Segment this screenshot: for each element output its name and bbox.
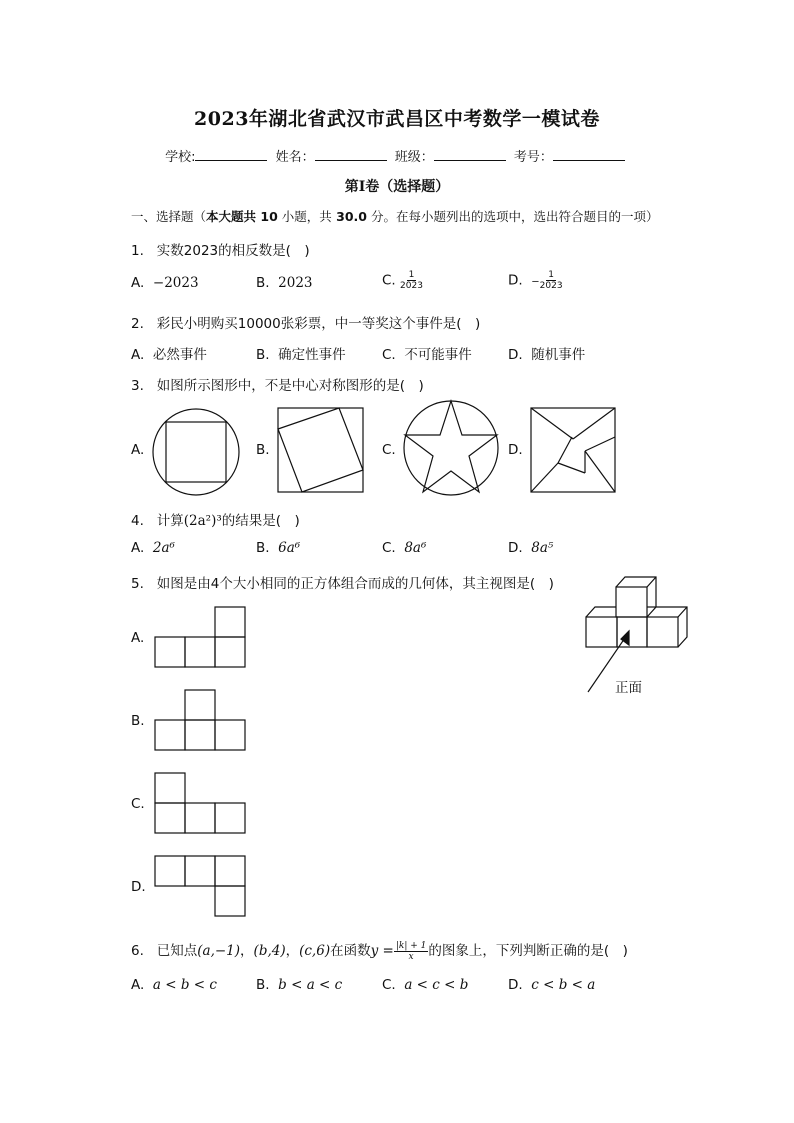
q1-option-c[interactable] xyxy=(382,270,423,291)
q5d-cell xyxy=(155,856,185,886)
part-prefix: 一、选择题（ xyxy=(131,209,207,224)
q6-func-fraction xyxy=(394,941,429,962)
q4-post: 的结果是( ) xyxy=(221,513,300,529)
q5-option-c[interactable]: C. xyxy=(131,796,145,812)
question-6 xyxy=(131,939,628,962)
q3-figure-d xyxy=(530,407,616,493)
q5-top-cube-front xyxy=(616,587,647,617)
q5-view-c xyxy=(154,772,246,834)
q5-option-a[interactable]: A. xyxy=(131,630,145,646)
q1-d-label: D. xyxy=(508,272,523,289)
q4-expression: (2a²)³ xyxy=(183,513,222,529)
q1-a-value: −2023 xyxy=(152,275,199,291)
q4-option-d[interactable] xyxy=(508,540,553,556)
q6-mid: 在函数 xyxy=(330,943,371,959)
q1-d-fraction xyxy=(540,270,563,291)
q5-view-b xyxy=(154,689,246,751)
q1-text: 实数2023的相反数是( ) xyxy=(156,243,310,259)
q6-a-label: A. xyxy=(131,977,145,993)
class-label: 班级： xyxy=(394,150,434,165)
q1-a-label: A. xyxy=(131,275,145,291)
q1-b-label: B. xyxy=(256,275,270,291)
q6-number: 6. xyxy=(131,943,144,959)
q4-b-value: 6a⁶ xyxy=(278,540,301,556)
q5-view-a xyxy=(154,606,246,668)
q2-a-label: A. xyxy=(131,347,145,363)
name-label: 姓名： xyxy=(275,150,315,165)
q5-number: 5. xyxy=(131,576,144,592)
q2-d-label: D. xyxy=(508,347,523,363)
number-blank[interactable] xyxy=(553,148,625,161)
q3c-circle xyxy=(404,401,498,495)
q6-point-1: (a,−1) xyxy=(197,943,241,959)
q5-right-cube-edge xyxy=(678,607,687,617)
q2-d-value: 随机事件 xyxy=(531,347,586,363)
q1-d-minus: − xyxy=(531,276,540,288)
q6-b-label: B. xyxy=(256,977,270,993)
question-4 xyxy=(131,509,300,529)
q3-figure-b xyxy=(277,407,365,493)
q6-func-num: |k| + 1 xyxy=(395,940,427,951)
q3d-blade-4 xyxy=(558,437,572,463)
part-instructions xyxy=(131,207,659,225)
q3-text: 如图所示图形中，不是中心对称图形的是( ) xyxy=(156,378,424,394)
q4-d-value: 8a⁵ xyxy=(531,540,554,556)
q5-top-cube-edge xyxy=(647,577,656,587)
q6-a-value: a < b < c xyxy=(152,977,217,993)
q5-left-cube-top xyxy=(586,607,616,617)
q5-cube-front-3 xyxy=(647,617,678,647)
q5c-cell xyxy=(155,803,185,833)
q1-c-fraction xyxy=(400,270,423,291)
q6-func-lhs: y = xyxy=(370,943,394,959)
q2-option-c[interactable] xyxy=(382,343,472,363)
q5d-cell xyxy=(215,856,245,886)
part-count: 10 xyxy=(260,209,278,224)
q1-b-value: 2023 xyxy=(278,275,313,291)
q5-view-d xyxy=(154,855,246,917)
q5-text: 如图是由4个大小相同的正方体组合而成的几何体，其主视图是( ) xyxy=(156,576,554,592)
q4-pre: 计算 xyxy=(156,513,184,529)
q1-d-num: 1 xyxy=(548,270,554,280)
q1-option-d[interactable] xyxy=(508,270,563,291)
q5d-cell xyxy=(215,886,245,916)
q6-post: 的图象上，下列判断正确的是( ) xyxy=(428,943,628,959)
q1-option-b[interactable] xyxy=(256,275,313,291)
q6-pre: 已知点 xyxy=(156,943,198,959)
q1-option-a[interactable] xyxy=(131,275,199,291)
q3b-outer-square xyxy=(278,408,363,492)
q5c-cell xyxy=(185,803,215,833)
q2-option-b[interactable] xyxy=(256,343,346,363)
q2-b-value: 确定性事件 xyxy=(278,347,346,363)
q2-c-value: 不可能事件 xyxy=(404,347,472,363)
q5c-cell xyxy=(155,773,185,803)
q1-c-num: 1 xyxy=(408,270,415,280)
q4-a-value: 2a⁶ xyxy=(152,540,175,556)
q1-c-label: C. xyxy=(382,272,396,289)
q6-option-b[interactable] xyxy=(256,977,342,993)
q5b-cell xyxy=(185,690,215,720)
q6-b-value: b < a < c xyxy=(278,977,343,993)
q2-a-value: 必然事件 xyxy=(152,347,207,363)
q5-option-d[interactable]: D. xyxy=(131,879,146,895)
q3d-blade-7 xyxy=(558,463,585,473)
q4-option-a[interactable] xyxy=(131,540,175,556)
question-5 xyxy=(131,572,554,592)
q1-number: 1. xyxy=(131,243,144,259)
q6-point-2: (b,4) xyxy=(253,943,286,959)
q5-front-label: 正面 xyxy=(615,680,642,696)
q2-text: 彩民小明购买10000张彩票，中一等奖这个事件是( ) xyxy=(156,316,481,332)
part-bold1: 本大题共 xyxy=(206,209,257,224)
q5b-cell xyxy=(185,720,215,750)
question-1 xyxy=(131,239,310,259)
q3c-star xyxy=(405,401,497,492)
q6-c-value: a < c < b xyxy=(404,977,469,993)
number-label: 考号： xyxy=(513,150,553,165)
q5a-cell xyxy=(185,637,215,667)
q4-a-label: A. xyxy=(131,540,145,556)
q1-d-den: 2023 xyxy=(539,281,563,291)
q6-d-value: c < b < a xyxy=(531,977,596,993)
q2-option-a[interactable] xyxy=(131,343,207,363)
q6-point-3: (c,6) xyxy=(299,943,331,959)
q3-option-d[interactable]: D. xyxy=(508,442,523,458)
q5b-cell xyxy=(215,720,245,750)
q5a-cell xyxy=(155,637,185,667)
school-label: 学校: xyxy=(165,150,196,165)
q6-sep-2: ， xyxy=(285,943,300,959)
q3d-blade-6 xyxy=(585,437,615,451)
q6-option-d[interactable] xyxy=(508,977,595,993)
q3d-square xyxy=(531,408,615,492)
q4-number: 4. xyxy=(131,513,144,529)
q3-option-b[interactable]: B. xyxy=(256,442,270,458)
q6-d-label: D. xyxy=(508,977,523,993)
section-heading: 第I卷（选择题） xyxy=(344,179,450,195)
q5a-cell xyxy=(215,637,245,667)
q6-sep-1: ， xyxy=(240,943,254,959)
q3b-inner-square xyxy=(278,408,363,492)
part-mid: 小题，共 xyxy=(281,209,332,224)
q3-number: 3. xyxy=(131,378,144,394)
school-blank[interactable] xyxy=(195,148,267,161)
part-suffix: 分。在每小题列出的选项中，选出符合题目的一项） xyxy=(370,209,659,224)
q6-option-a[interactable] xyxy=(131,977,217,993)
q1-c-den: 2023 xyxy=(400,281,423,291)
question-3 xyxy=(131,374,424,394)
question-2 xyxy=(131,312,480,332)
q3-figure-a xyxy=(151,407,241,497)
q2-option-d[interactable] xyxy=(508,343,585,363)
q5d-cell xyxy=(185,856,215,886)
q2-c-label: C. xyxy=(382,347,396,363)
q3d-blade-1 xyxy=(531,408,573,439)
q2-b-label: B. xyxy=(256,347,270,363)
q5c-cell xyxy=(215,803,245,833)
q5b-cell xyxy=(155,720,185,750)
q4-option-c[interactable] xyxy=(382,540,426,556)
q3d-blade-5 xyxy=(585,451,615,492)
q5-solid-figure xyxy=(585,574,691,692)
q4-c-value: 8a⁶ xyxy=(404,540,427,556)
student-info-line xyxy=(0,146,794,165)
page-title: 2023年湖北省武汉市武昌区中考数学一模试卷 xyxy=(194,108,600,130)
q6-option-c[interactable] xyxy=(382,977,468,993)
q3-option-c[interactable]: C. xyxy=(382,442,396,458)
q4-c-label: C. xyxy=(382,540,396,556)
q4-option-b[interactable] xyxy=(256,540,300,556)
q4-b-label: B. xyxy=(256,540,270,556)
q3-option-a[interactable]: A. xyxy=(131,442,145,458)
q3d-blade-2 xyxy=(573,408,615,439)
q2-number: 2. xyxy=(131,316,144,332)
name-blank[interactable] xyxy=(315,148,387,161)
q3d-blade-3 xyxy=(531,463,558,492)
q5a-cell xyxy=(215,607,245,637)
q5-option-b[interactable]: B. xyxy=(131,713,145,729)
q6-func-den: x xyxy=(408,951,414,962)
q6-c-label: C. xyxy=(382,977,396,993)
q3-figure-c xyxy=(403,400,499,496)
class-blank[interactable] xyxy=(434,148,506,161)
q5-cube-front-1 xyxy=(586,617,617,647)
q3a-square xyxy=(166,422,226,482)
q4-d-label: D. xyxy=(508,540,523,556)
part-score: 30.0 xyxy=(336,209,367,224)
